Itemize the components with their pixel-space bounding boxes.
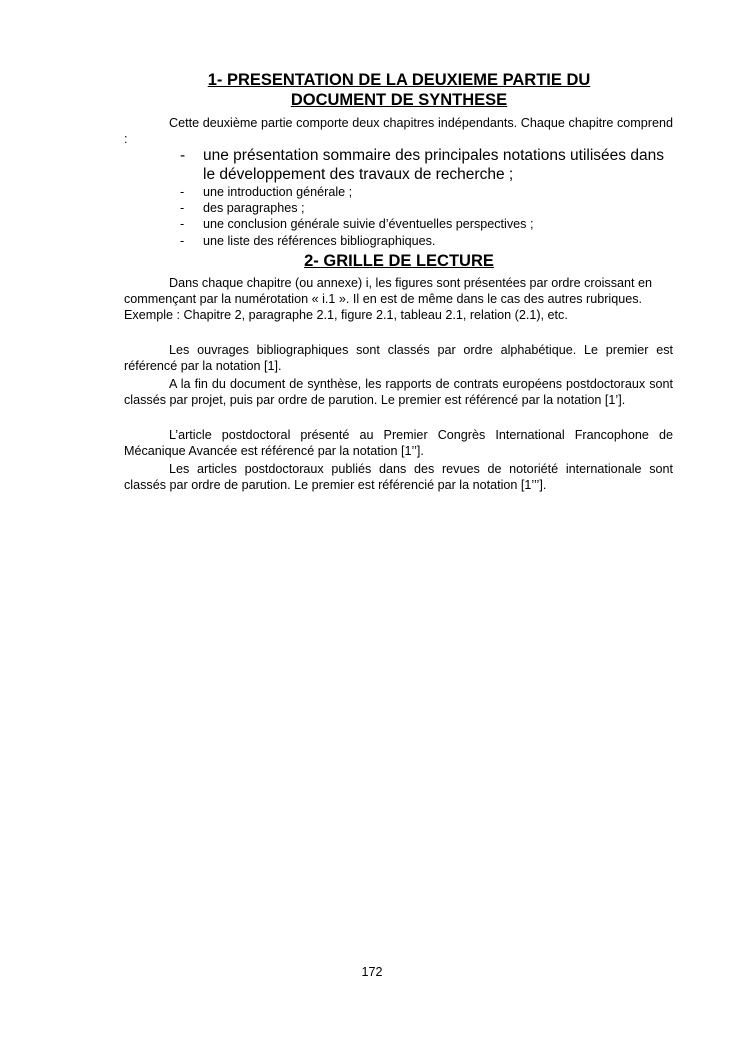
list-item [176, 216, 674, 232]
list-item [176, 200, 674, 216]
section-2-paragraph-5: Les articles postdoctoraux publiés dans des revues de notoriété internationale sont classés par ordre de parution. Le premier est référencié par la notation [1’’’]. [124, 462, 673, 492]
list-item [176, 147, 674, 184]
page-number: 172 [361, 965, 383, 979]
list-item-text: une conclusion générale suivie d’éventuelles perspectives ; [203, 217, 534, 232]
list-dash: - [180, 147, 186, 164]
section-2-paragraph-4: L’article postdoctoral présenté au Premier Congrès International Francophone de Mécanique Avancée est référencé par la notation [1’’]. [124, 428, 673, 458]
section-2-title: 2- GRILLE DE LECTURE [304, 252, 494, 270]
section-1-intro: Cette deuxième partie comporte deux chapitres indépendants. Chaque chapitre comprend : [124, 116, 673, 146]
list-item [176, 233, 674, 249]
list-dash: - [180, 217, 185, 232]
section-1-list [176, 147, 674, 249]
section-2-paragraph-3: A la fin du document de synthèse, les rapports de contrats européens postdoctoraux sont classés par projet, puis par ordre de parution. Le premier est référencé par la notation [1’]. [124, 377, 673, 407]
section-1-title-line-2: DOCUMENT DE SYNTHESE [290, 91, 508, 109]
list-item-text: une introduction générale ; [203, 185, 353, 199]
section-1-title-line-1: 1- PRESENTATION DE LA DEUXIEME PARTIE DU [207, 71, 591, 89]
list-dash: - [180, 185, 185, 199]
list-item-text: une présentation sommaire des principales notations utilisées dans le développement des travaux de recherche ; [203, 147, 664, 183]
list-item-text: des paragraphes ; [203, 201, 305, 216]
list-dash: - [180, 233, 185, 248]
section-2-paragraph-1: Dans chaque chapitre (ou annexe) i, les figures sont présentées par ordre croissant en commençant par la numérotation « i.1 ». Il en est de même dans le cas des autres rubriques. Exemple : Chapitre 2, paragraphe 2.1, figure 2.1, tableau 2.1, relation (2.1), etc. [124, 276, 653, 322]
section-2-paragraph-2: Les ouvrages bibliographiques sont classés par ordre alphabétique. Le premier est référencé par la notation [1]. [124, 343, 673, 373]
list-dash: - [180, 201, 185, 216]
list-item-text: une liste des références bibliographiques. [203, 233, 436, 248]
section-1-title [124, 70, 674, 110]
list-item [176, 184, 674, 200]
